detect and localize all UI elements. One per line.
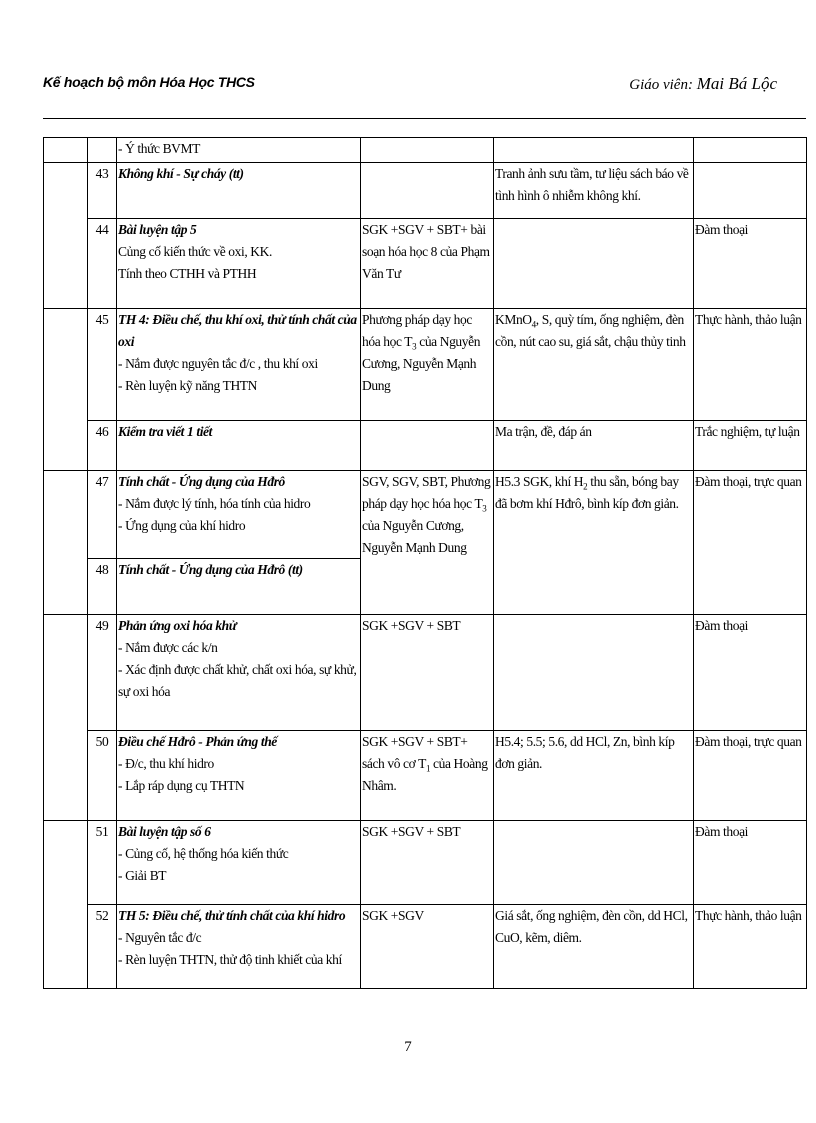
content-cell <box>117 471 361 559</box>
table-row <box>44 731 807 821</box>
lesson-number-cell: 51 <box>88 821 117 905</box>
reference-cell <box>361 421 494 471</box>
lesson-number-cell: 46 <box>88 421 117 471</box>
content-cell <box>117 421 361 471</box>
content-line: - Xác định được chất khử, chất oxi hóa, sự khử, sự oxi hóa <box>118 662 357 699</box>
content-line: - Nắm được nguyên tắc đ/c , thu khí oxi <box>118 356 318 371</box>
table-row <box>44 219 807 309</box>
reference-cell: SGK +SGV + SBT+ sách vô cơ $T_1$ của Hoàng Nhâm. <box>361 731 494 821</box>
header-title: Kế hoạch bộ môn Hóa Học THCS <box>43 74 255 90</box>
content-line: Tính theo CTHH và PTHH <box>118 266 257 281</box>
table-row <box>44 163 807 219</box>
reference-cell <box>361 138 494 163</box>
lesson-title: TH 4: Điều chế, thu khí oxi, thử tính chất của oxi <box>118 312 357 349</box>
content-cell <box>117 138 361 163</box>
content-cell <box>117 219 361 309</box>
lesson-title: Không khí - Sự cháy (tt) <box>118 166 244 181</box>
lesson-number-cell: 50 <box>88 731 117 821</box>
equipment-cell: Ma trận, đề, đáp án <box>494 421 694 471</box>
method-cell: Thực hành, thảo luận <box>694 309 807 421</box>
content-line: - Giải BT <box>118 868 167 883</box>
lesson-number-cell: 45 <box>88 309 117 421</box>
week-cell <box>44 138 88 163</box>
lesson-title: Bài luyện tập số 6 <box>118 824 211 839</box>
lesson-number-cell: 52 <box>88 905 117 989</box>
page-header <box>43 74 777 96</box>
method-cell <box>694 138 807 163</box>
table-row <box>44 138 807 163</box>
content-cell <box>117 615 361 731</box>
lesson-plan-table <box>43 137 807 989</box>
lesson-title: Tính chất - Ứng dụng của Hđrô <box>118 474 285 489</box>
page-number: 7 <box>404 1039 412 1055</box>
teacher-name: Mai Bá Lộc <box>696 74 777 93</box>
content-line: - Rèn luyện kỹ năng THTN <box>118 378 257 393</box>
reference-cell: SGK +SGV <box>361 905 494 989</box>
content-line: - Củng cố, hệ thống hóa kiến thức <box>118 846 289 861</box>
lesson-number-cell: 47 <box>88 471 117 559</box>
lesson-number-cell: 48 <box>88 559 117 615</box>
reference-cell <box>361 163 494 219</box>
content-line: - Ứng dụng của khí hidro <box>118 518 246 533</box>
equipment-cell: Tranh ảnh sưu tầm, tư liệu sách báo về tình hình ô nhiễm không khí. <box>494 163 694 219</box>
table-row <box>44 821 807 905</box>
content-line: - Nguyên tắc đ/c <box>118 930 202 945</box>
equipment-cell <box>494 615 694 731</box>
content-line: - Rèn luyện THTN, thử độ tinh khiết của khí <box>118 952 342 967</box>
reference-cell: Phương pháp dạy học hóa học $T_3$ của Nguyễn Cương, Nguyễn Mạnh Dung <box>361 309 494 421</box>
reference-cell: SGK +SGV + SBT+ bài soạn hóa học 8 của Phạm Văn Tư <box>361 219 494 309</box>
content-cell <box>117 821 361 905</box>
lesson-number-cell: 44 <box>88 219 117 309</box>
equipment-cell <box>494 821 694 905</box>
content-line: - Ý thức BVMT <box>118 141 200 156</box>
table-row <box>44 471 807 559</box>
week-cell <box>44 163 88 309</box>
equipment-cell <box>494 219 694 309</box>
lesson-title: Bài luyện tập 5 <box>118 222 197 237</box>
lesson-title: Phản ứng oxi hóa khử <box>118 618 237 633</box>
reference-cell: SGK +SGV + SBT <box>361 615 494 731</box>
lesson-number-cell <box>88 138 117 163</box>
method-cell: Đàm thoại, trực quan <box>694 731 807 821</box>
content-cell <box>117 905 361 989</box>
week-cell <box>44 615 88 821</box>
table-row <box>44 615 807 731</box>
lesson-title: Kiểm tra viết 1 tiết <box>118 424 212 439</box>
header-rule <box>43 118 806 119</box>
lesson-title: TH 5: Điều chế, thử tính chất của khí hidro <box>118 908 346 923</box>
content-cell <box>117 309 361 421</box>
content-line: - Lắp ráp dụng cụ THTN <box>118 778 245 793</box>
lesson-title: Tính chất - Ứng dụng của Hđrô (tt) <box>118 562 303 577</box>
table-row <box>44 421 807 471</box>
reference-cell: SGV, SGV, SBT, Phương pháp dạy học hóa học $T_3$ của Nguyễn Cương, Nguyễn Mạnh Dung <box>361 471 494 615</box>
table-row <box>44 905 807 989</box>
teacher-label: Giáo viên: <box>629 77 693 93</box>
equipment-cell <box>494 138 694 163</box>
method-cell: Đàm thoại <box>694 219 807 309</box>
week-cell <box>44 309 88 471</box>
header-teacher <box>629 74 777 94</box>
week-cell <box>44 471 88 615</box>
method-cell: Đàm thoại, trực quan <box>694 471 807 615</box>
method-cell: Đàm thoại <box>694 615 807 731</box>
week-cell <box>44 821 88 989</box>
content-cell <box>117 731 361 821</box>
table-row <box>44 309 807 421</box>
reference-cell: SGK +SGV + SBT <box>361 821 494 905</box>
equipment-cell: H5.3 SGK, khí $H_2$ thu sẵn, bóng bay đã bơm khí Hđrô, bình kíp đơn giản. <box>494 471 694 615</box>
method-cell <box>694 163 807 219</box>
equipment-cell: H5.4; 5.5; 5.6, dd HCl, Zn, bình kíp đơn giản. <box>494 731 694 821</box>
content-cell <box>117 163 361 219</box>
content-line: Củng cố kiến thức về oxi, KK. <box>118 244 272 259</box>
method-cell: Đàm thoại <box>694 821 807 905</box>
equipment-cell: Giá sắt, ống nghiệm, đèn cồn, dd HCl, CuO, kẽm, diêm. <box>494 905 694 989</box>
content-line: - Nắm được các k/n <box>118 640 218 655</box>
lesson-title: Điều chế Hđrô - Phản ứng thế <box>118 734 277 749</box>
method-cell: Thực hành, thảo luận <box>694 905 807 989</box>
content-line: - Đ/c, thu khí hidro <box>118 756 214 771</box>
method-cell: Trắc nghiệm, tự luận <box>694 421 807 471</box>
content-line: - Nắm được lý tính, hóa tính của hidro <box>118 496 311 511</box>
lesson-number-cell: 49 <box>88 615 117 731</box>
equipment-cell: KMnO$_4$, S, quỳ tím, ống nghiệm, đèn cồn, nút cao su, giá sắt, chậu thủy tinh <box>494 309 694 421</box>
lesson-number-cell: 43 <box>88 163 117 219</box>
content-cell <box>117 559 361 615</box>
